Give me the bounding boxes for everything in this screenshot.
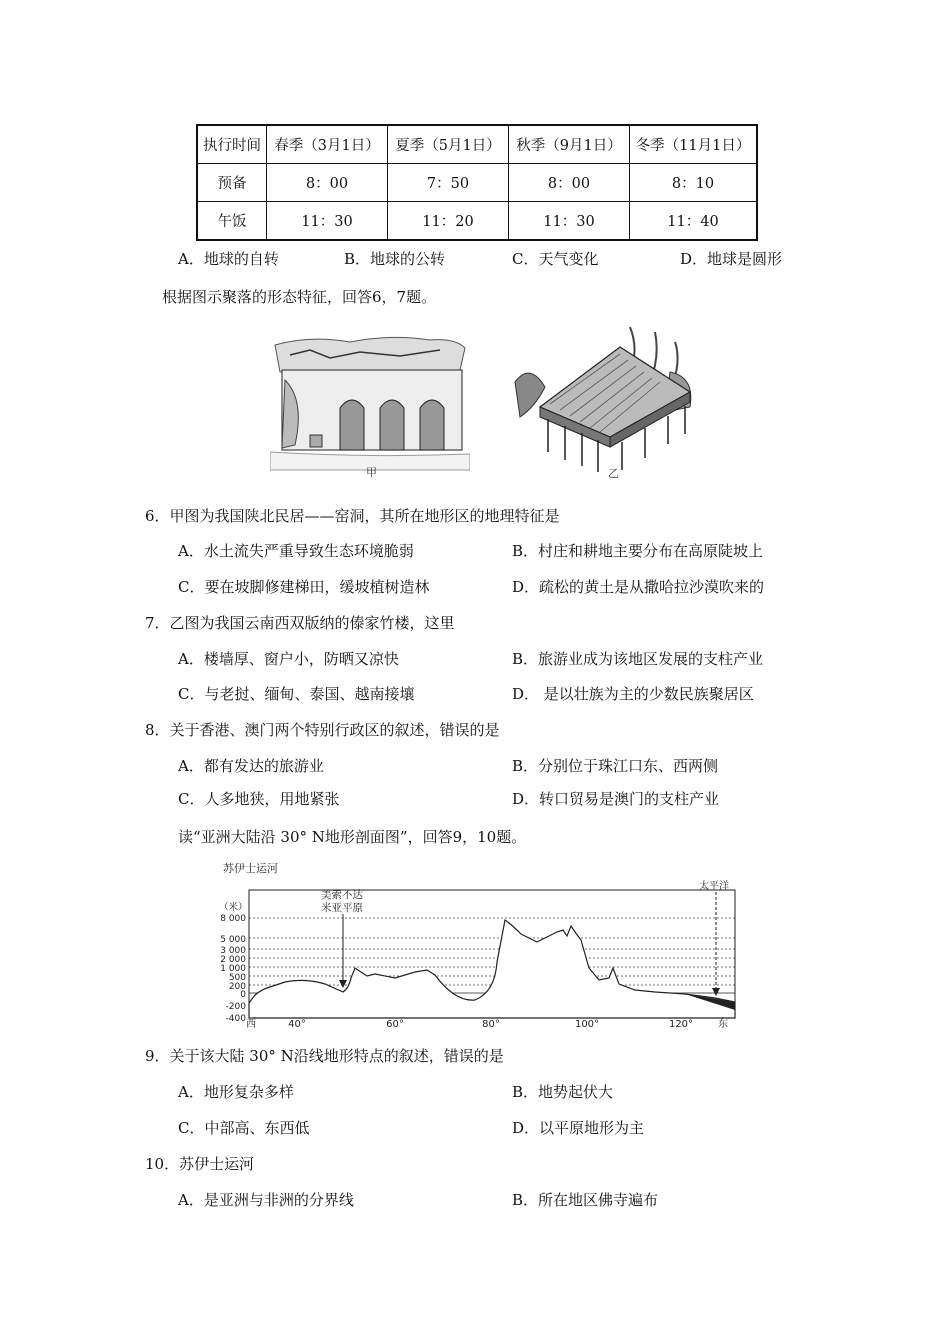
x-tick-label: 80° <box>482 1019 500 1028</box>
table-cell: 执行时间 <box>197 125 267 164</box>
y-tick-label: 2 000 <box>220 955 246 965</box>
y-tick-label: 500 <box>228 973 246 983</box>
q6-option-a: A．水土流失严重导致生态环境脆弱 <box>178 542 414 560</box>
table-cell: 11：30 <box>267 202 388 241</box>
intro-6-7: 根据图示聚落的形态特征，回答6，7题。 <box>162 288 437 306</box>
q5-option-a: A．地球的自转 <box>178 250 279 268</box>
table-cell: 11：30 <box>509 202 630 241</box>
x-tick-label: 120° <box>668 1019 694 1028</box>
table-row <box>197 125 757 164</box>
q6-stem: 6．甲图为我国陕北民居——窑洞，其所在地形区的地理特征是 <box>145 507 560 525</box>
west-label: 西 <box>246 1019 256 1028</box>
table-cell: 7：50 <box>388 164 509 202</box>
q7-option-b: B．旅游业成为该地区发展的支柱产业 <box>512 650 764 668</box>
table-cell: 秋季（9月1日） <box>509 125 630 164</box>
intro-9-10: 读“亚洲大陆沿 30° N地形剖面图”，回答9，10题。 <box>178 828 527 846</box>
terrain-profile-figure <box>215 860 745 1028</box>
figure-label-jia: 甲 <box>366 466 377 479</box>
q9-stem: 9．关于该大陆 30° N沿线地形特点的叙述，错误的是 <box>145 1047 504 1065</box>
terrain-profile-chart <box>215 860 745 1028</box>
q10-stem: 10．苏伊士运河 <box>145 1155 255 1173</box>
x-tick-label: 40° <box>288 1019 306 1028</box>
q5-option-d: D．地球是圆形 <box>680 250 783 268</box>
q7-stem: 7．乙图为我国云南西双版纳的傣家竹楼，这里 <box>145 614 455 632</box>
q5-option-c: C．天气变化 <box>512 250 599 268</box>
x-tick-label: 100° <box>574 1019 600 1028</box>
table-cell: 8：00 <box>509 164 630 202</box>
q7-option-d: D． 是以壮族为主的少数民族聚居区 <box>512 685 754 703</box>
q10-option-a: A．是亚洲与非洲的分界线 <box>178 1191 354 1209</box>
figure-label-yi: 乙 <box>608 467 619 480</box>
q8-option-d: D．转口贸易是澳门的支柱产业 <box>512 790 720 808</box>
table-cell: 夏季（5月1日） <box>388 125 509 164</box>
table-cell: 8：10 <box>630 164 758 202</box>
q9-option-c: C．中部高、东西低 <box>178 1119 310 1137</box>
q6-option-c: C．要在坡脚修建梯田，缓坡植树造林 <box>178 578 430 596</box>
table-cell: 春季（3月1日） <box>267 125 388 164</box>
q5-option-b: B．地球的公转 <box>344 250 446 268</box>
q7-option-c: C．与老挝、缅甸、泰国、越南接壤 <box>178 685 415 703</box>
east-label: 东 <box>718 1019 728 1028</box>
q6-option-d: D．疏松的黄土是从撒哈拉沙漠吹来的 <box>512 578 765 596</box>
y-tick-label: 5 000 <box>220 935 246 945</box>
table-cell: 预备 <box>197 164 267 202</box>
table-cell: 冬季（11月1日） <box>630 125 758 164</box>
annotation-mesopotamia-line1: 美索不达 <box>321 889 363 901</box>
x-tick-label: 60° <box>386 1019 404 1028</box>
q8-option-a: A．都有发达的旅游业 <box>178 757 324 775</box>
table-row <box>197 202 757 241</box>
q8-option-c: C．人多地狭，用地紧张 <box>178 790 340 808</box>
y-tick-label: 0 <box>240 990 246 1000</box>
bamboo-house-figure <box>510 322 700 480</box>
bamboo-house-illustration <box>510 322 700 480</box>
profile-unit: （米） <box>219 902 248 913</box>
q9-option-b: B．地势起伏大 <box>512 1083 614 1101</box>
q7-option-a: A．楼墙厚、窗户小，防晒又凉快 <box>178 650 399 668</box>
y-tick-label: -200 <box>225 1002 246 1012</box>
y-tick-label: 3 000 <box>220 946 246 956</box>
y-tick-label: -400 <box>225 1014 246 1024</box>
cave-dwelling-figure <box>270 330 470 480</box>
table-row <box>197 164 757 202</box>
table-cell: 8：00 <box>267 164 388 202</box>
schedule-table <box>196 124 758 241</box>
q10-option-b: B．所在地区佛寺遍布 <box>512 1191 659 1209</box>
q9-option-d: D．以平原地形为主 <box>512 1119 645 1137</box>
y-tick-label: 1 000 <box>220 964 246 974</box>
q8-option-b: B．分别位于珠江口东、西两侧 <box>512 757 719 775</box>
annotation-pacific: 太平洋 <box>699 881 729 892</box>
table-cell: 午饭 <box>197 202 267 241</box>
y-tick-label: 8 000 <box>220 914 246 924</box>
q9-option-a: A．地形复杂多样 <box>178 1083 294 1101</box>
q8-stem: 8．关于香港、澳门两个特别行政区的叙述，错误的是 <box>145 721 500 739</box>
y-tick-label: 200 <box>228 982 246 992</box>
table-cell: 11：20 <box>388 202 509 241</box>
q6-option-b: B．村庄和耕地主要分布在高原陡坡上 <box>512 542 764 560</box>
profile-title: 苏伊士运河 <box>223 862 278 875</box>
table-cell: 11：40 <box>630 202 758 241</box>
annotation-mesopotamia-line2: 米亚平原 <box>321 902 363 914</box>
cave-dwelling-illustration <box>270 330 470 480</box>
